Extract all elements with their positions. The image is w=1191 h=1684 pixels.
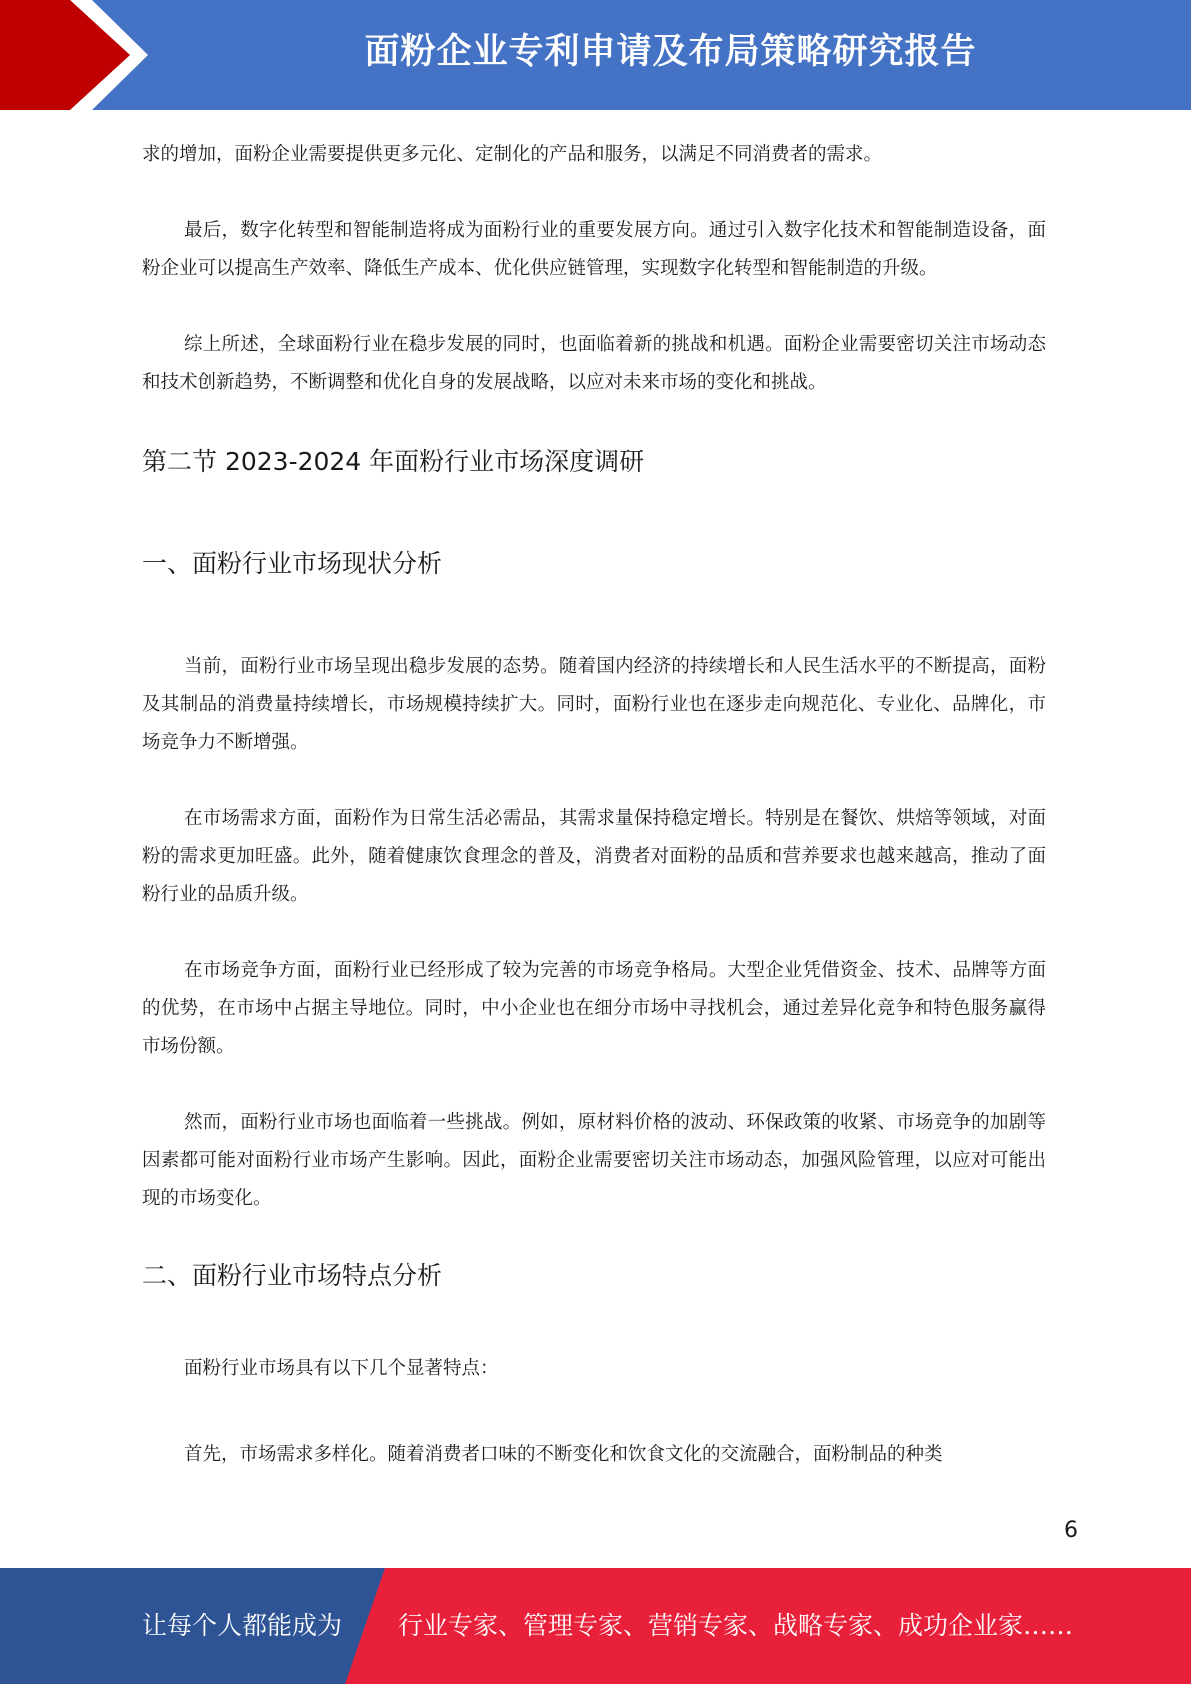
paragraph-features-intro: 面粉行业市场具有以下几个显著特点： <box>184 1358 499 1379</box>
report-title: 面粉企业专利申请及布局策略研究报告 <box>364 32 977 72</box>
page-header <box>0 0 1191 110</box>
footer-slogan-left: 让每个人都能成为 <box>142 1611 343 1640</box>
paragraph-market-demand: 在市场需求方面，面粉作为日常生活必需品，其需求量保持稳定增长。特别是在餐饮、烘焙等领域，对面粉的需求更加旺盛。此外，随着健康饮食理念的普及，消费者对面粉的品质和营养要求也越来越高，推动了面粉行业的品质升级。 <box>142 808 1046 905</box>
paragraph-digital-transformation: 最后，数字化转型和智能制造将成为面粉行业的重要发展方向。通过引入数字化技术和智能制造设备，面粉企业可以提高生产效率、降低生产成本、优化供应链管理，实现数字化转型和智能制造的升级。 <box>142 220 1046 279</box>
subsection-heading-features: 二、面粉行业市场特点分析 <box>142 1261 443 1290</box>
header-arrow-decoration <box>0 0 160 110</box>
paragraph-summary: 综上所述，全球面粉行业在稳步发展的同时，也面临着新的挑战和机遇。面粉企业需要密切关注市场动态和技术创新趋势，不断调整和优化自身的发展战略，以应对未来市场的变化和挑战。 <box>142 334 1046 393</box>
paragraph-market-status: 当前，面粉行业市场呈现出稳步发展的态势。随着国内经济的持续增长和人民生活水平的不断提高，面粉及其制品的消费量持续增长，市场规模持续扩大。同时，面粉行业也在逐步走向规范化、专业化、品牌化，市场竞争力不断增强。 <box>142 656 1046 753</box>
footer-slogan-right: 行业专家、管理专家、营销专家、战略专家、成功企业家…… <box>398 1611 1074 1640</box>
paragraph-first-feature: 首先，市场需求多样化。随着消费者口味的不断变化和饮食文化的交流融合，面粉制品的种类 <box>184 1444 943 1465</box>
page-footer <box>0 1568 1191 1684</box>
page-number: 6 <box>1064 1518 1078 1543</box>
subsection-heading-status: 一、面粉行业市场现状分析 <box>142 549 443 578</box>
paragraph-market-competition: 在市场竞争方面，面粉行业已经形成了较为完善的市场竞争格局。大型企业凭借资金、技术、品牌等方面的优势，在市场中占据主导地位。同时，中小企业也在细分市场中寻找机会，通过差异化竞争和特色服务赢得市场份额。 <box>142 960 1046 1057</box>
section-heading: 第二节 2023-2024 年面粉行业市场深度调研 <box>142 447 645 476</box>
paragraph-market-challenges: 然而，面粉行业市场也面临着一些挑战。例如，原材料价格的波动、环保政策的收紧、市场竞争的加剧等因素都可能对面粉行业市场产生影响。因此，面粉企业需要密切关注市场动态，加强风险管理，以应对可能出现的市场变化。 <box>142 1112 1046 1209</box>
document-body <box>142 136 1046 1474</box>
paragraph-continued: 求的增加，面粉企业需要提供更多元化、定制化的产品和服务，以满足不同消费者的需求。 <box>142 144 883 165</box>
